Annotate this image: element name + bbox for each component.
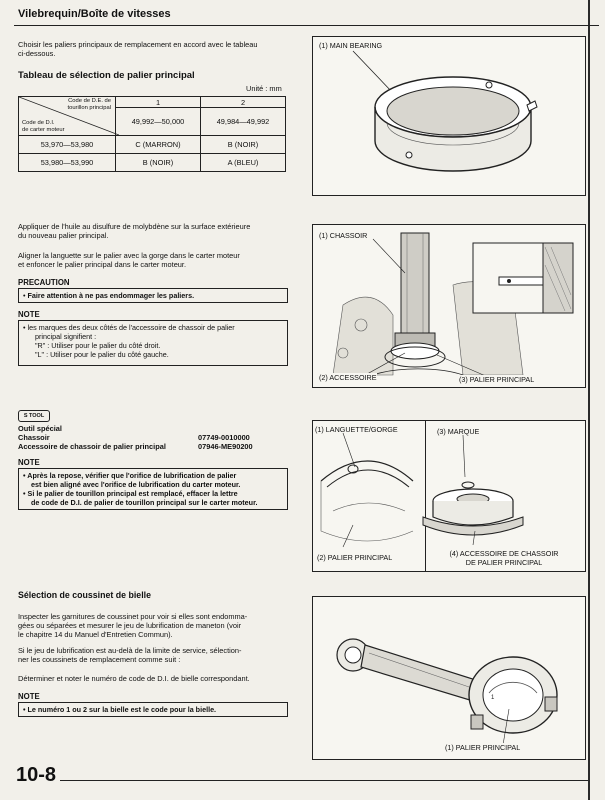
col-id-1: 1 [116, 97, 201, 108]
row-value: B (NOIR) [201, 136, 286, 154]
col-range-2: 49,984—49,992 [201, 108, 286, 136]
fig2-label-accessoire: (2) ACCESSOIRE [319, 373, 377, 382]
unit-label: Unité : mm [246, 84, 282, 93]
fig3-label-accessoire: (4) ACCESSOIRE DE CHASSOIR DE PALIER PRINCIPAL [449, 549, 559, 567]
col-id-2: 2 [201, 97, 286, 108]
header-rule [14, 25, 599, 26]
intro-text: Choisir les paliers principaux de remplacement en accord avec le tableau ci-dessous. [18, 40, 258, 58]
note-item: Le numéro 1 ou 2 sur la bielle est le code pour la bielle. [27, 705, 217, 714]
fig2-label-palier: (3) PALIER PRINCIPAL [459, 375, 535, 384]
row-value: A (BLEU) [201, 154, 286, 172]
header-top-label: Code de D.E. de tourillon principal [67, 98, 111, 111]
con-rod-bearing-title: Sélection de coussinet de bielle [18, 590, 151, 600]
connecting-rod-illustration [313, 597, 585, 759]
right-margin-rule [588, 0, 590, 800]
svg-text:1: 1 [491, 695, 495, 701]
inspect-text: Inspecter les garnitures de coussinet pour voir si elles sont endomma- gées ou séparées et mesurer le jeu de lubrification de maneton (voir le chapitre 14 du Manuel d'Entretien Commun). [18, 612, 248, 639]
fig3-label-palier: (2) PALIER PRINCIPAL [317, 553, 393, 562]
note-box-3 [18, 702, 288, 717]
table-corner-cell [19, 97, 116, 136]
precaution-box [18, 288, 288, 303]
align-tab-text: Aligner la languette sur le palier avec la gorge dans le carter moteur et enfoncer le palier principal dans le carter moteur. [18, 251, 240, 269]
row-range: 53,980—53,990 [19, 154, 116, 172]
page-number: 10-8 [16, 764, 57, 786]
note-title-3: NOTE [18, 692, 40, 701]
footer-rule [60, 780, 588, 781]
record-code-text: Déterminer et noter le numéro de code de D.I. de bielle correspondant. [18, 674, 250, 683]
fig2-label-chassoir: (1) CHASSOIR [319, 231, 368, 240]
clearance-text: Si le jeu de lubrification est au-delà de la limite de service, sélection- ner les coussinets de remplacement comme suit : [18, 646, 242, 664]
bullet-icon: • [23, 705, 26, 714]
fig3-label-languette: (1) LANGUETTE/GORGE [315, 425, 398, 434]
tool1-name: Chassoir [18, 433, 50, 442]
figure-languette-marque [312, 420, 586, 572]
page-header-title: Vilebrequin/Boîte de vitesses [18, 8, 171, 20]
header-left-label: Code de D.I. de carter moteur [22, 120, 65, 133]
fig3-label-marque: (3) MARQUE [437, 427, 480, 436]
tool2-name: Accessoire de chassoir de palier principal [18, 442, 166, 451]
note-box: • les marques des deux côtés de l'accessoire de chassoir de palier principal signifient : "R" : Utiliser pour le palier du côté droit. "L" : Utiliser pour le palier du côté gauche. [18, 320, 288, 366]
bullet-icon: • [23, 489, 26, 498]
bullet-icon: • [23, 323, 26, 332]
precaution-item: Faire attention à ne pas endommager les paliers. [27, 291, 195, 300]
note-title: NOTE [18, 310, 40, 319]
col-range-1: 49,992—50,000 [116, 108, 201, 136]
selection-table-title: Tableau de sélection de palier principal [18, 70, 195, 81]
row-range: 53,970—53,980 [19, 136, 116, 154]
figure-connecting-rod [312, 596, 586, 760]
tool1-code: 07749-0010000 [198, 433, 250, 442]
bullet-icon: • [23, 291, 26, 300]
table-row [19, 154, 286, 172]
figure-chassoir [312, 224, 586, 388]
special-tool-badge-icon: S TOOL [18, 410, 50, 422]
tool2-code: 07946-ME90200 [198, 442, 253, 451]
fig4-label: (1) PALIER PRINCIPAL [445, 743, 521, 752]
table-row [19, 136, 286, 154]
bearing-selection-table [18, 96, 286, 172]
note-title-2: NOTE [18, 458, 40, 467]
precaution-title: PRECAUTION [18, 278, 70, 287]
main-bearing-illustration [313, 37, 585, 195]
note-box-2: • Après la repose, vérifier que l'orifice de lubrification de palier est bien aligné avec l'orifice de lubrification du carter moteur. • Si le palier de tourillon principal est remplacé, effacer la lettre de code de D.I. de palier de tourillon principal sur le carter moteur. [18, 468, 288, 510]
fig1-label: (1) MAIN BEARING [319, 41, 383, 50]
row-value: C (MARRON) [116, 136, 201, 154]
special-tool-title: Outil spécial [18, 424, 62, 433]
molybdenum-oil-text: Appliquer de l'huile au disulfure de molybdène sur la surface extérieure du nouveau palier principal. [18, 222, 251, 240]
figure-main-bearing [312, 36, 586, 196]
bullet-icon: • [23, 471, 26, 480]
chassoir-illustration [313, 225, 585, 387]
row-value: B (NOIR) [116, 154, 201, 172]
